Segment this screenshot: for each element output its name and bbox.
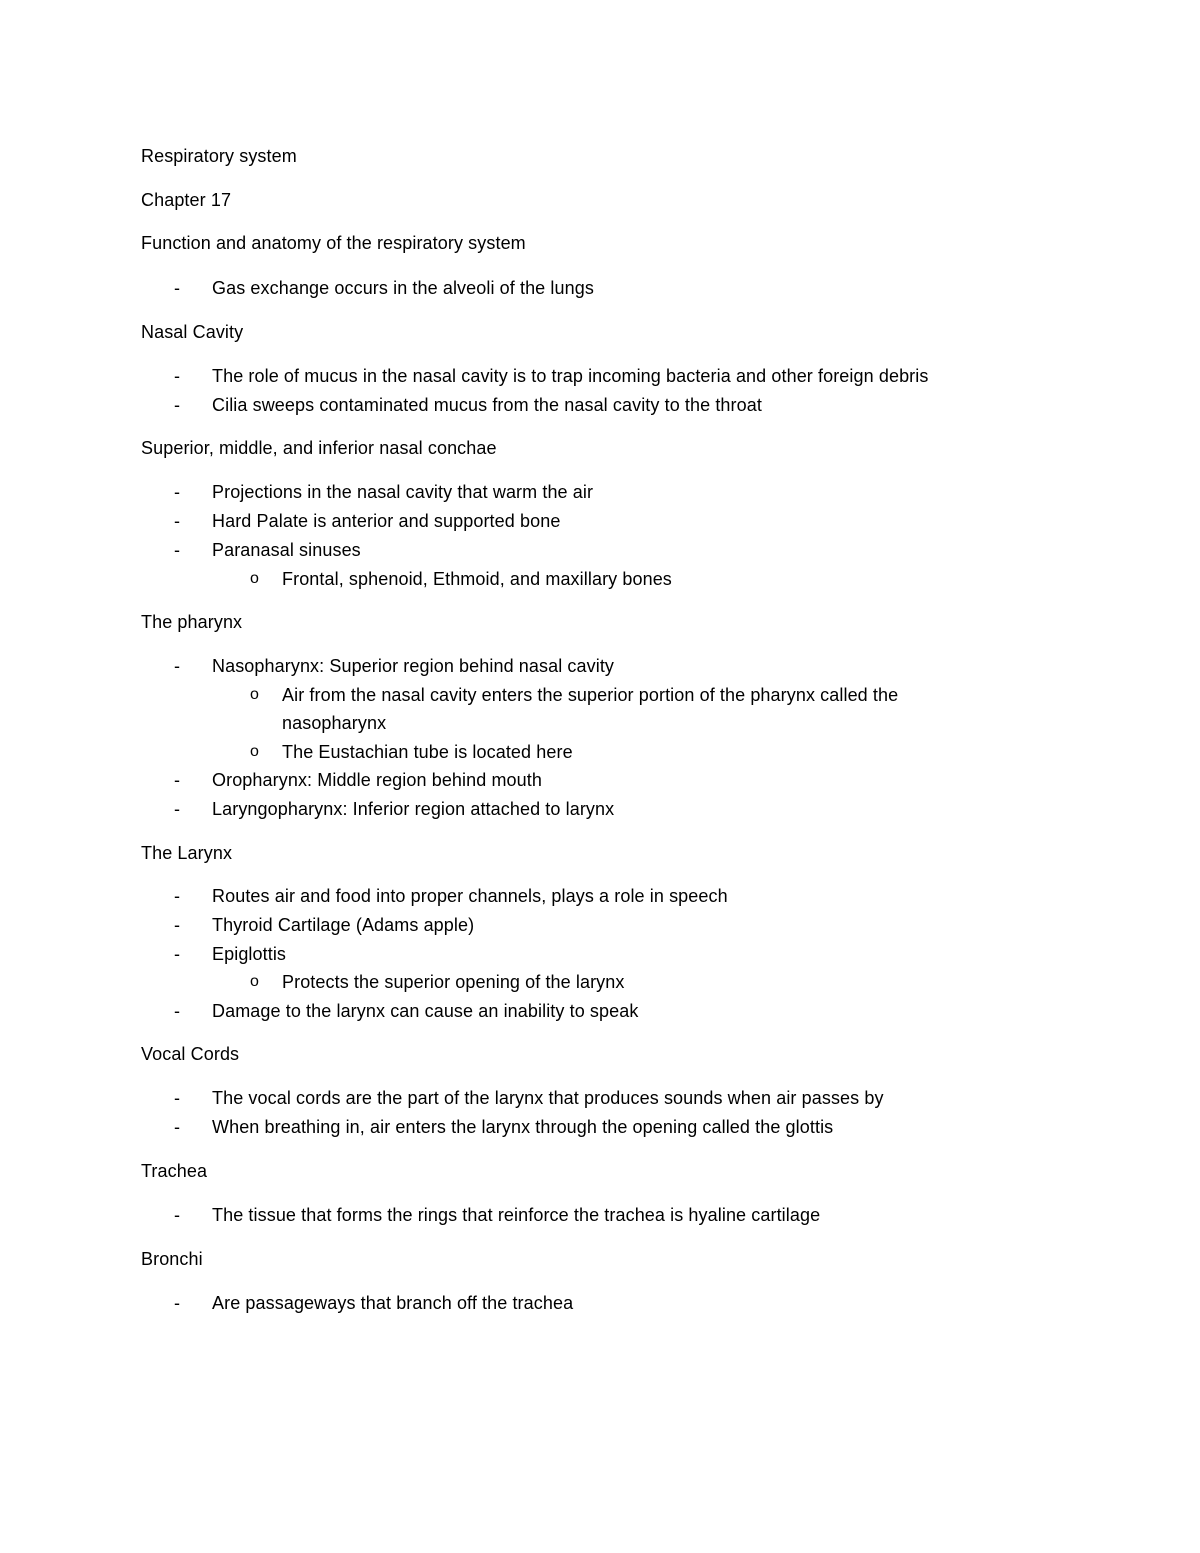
list-dash: - [174, 395, 180, 415]
list-item: Routes air and food into proper channels, plays a role in speech [212, 886, 728, 906]
sub-bullet: o [250, 570, 259, 587]
list-item: The role of mucus in the nasal cavity is to trap incoming bacteria and other foreign debris [212, 366, 929, 386]
section-heading-nasal-conchae: Superior, middle, and inferior nasal conchae [141, 438, 497, 458]
section-heading-vocal-cords: Vocal Cords [141, 1044, 240, 1064]
sub-list-item: Frontal, sphenoid, Ethmoid, and maxillary bones [282, 569, 672, 589]
list-item: Epiglottis [212, 944, 287, 964]
list-dash: - [174, 915, 180, 935]
list-dash: - [174, 944, 180, 964]
list-item: The tissue that forms the rings that reinforce the trachea is hyaline cartilage [212, 1205, 821, 1225]
list-item: Cilia sweeps contaminated mucus from the nasal cavity to the throat [212, 395, 762, 415]
list-dash: - [174, 1001, 180, 1021]
list-dash: - [174, 656, 180, 676]
sub-bullet: o [250, 973, 259, 990]
sub-list-item: Protects the superior opening of the larynx [282, 972, 625, 992]
section-heading-bronchi: Bronchi [141, 1249, 203, 1269]
section-heading-nasal-cavity: Nasal Cavity [141, 322, 244, 342]
list-dash: - [174, 1293, 180, 1313]
list-item: Hard Palate is anterior and supported bone [212, 511, 561, 531]
list-dash: - [174, 1205, 180, 1225]
chapter-label: Chapter 17 [141, 190, 232, 210]
list-dash: - [174, 278, 180, 298]
list-dash: - [174, 770, 180, 790]
list-dash: - [174, 886, 180, 906]
list-dash: - [174, 511, 180, 531]
list-item: Gas exchange occurs in the alveoli of the lungs [212, 278, 594, 298]
section-heading-pharynx: The pharynx [141, 612, 243, 632]
list-item: When breathing in, air enters the larynx through the opening called the glottis [212, 1117, 834, 1137]
list-item: Are passageways that branch off the trachea [212, 1293, 574, 1313]
list-item: Nasopharynx: Superior region behind nasal cavity [212, 656, 615, 676]
list-dash: - [174, 1088, 180, 1108]
sub-list-item: The Eustachian tube is located here [282, 742, 573, 762]
section-heading-trachea: Trachea [141, 1161, 208, 1181]
list-dash: - [174, 1117, 180, 1137]
sub-bullet: o [250, 686, 259, 703]
sub-list-item-continuation: nasopharynx [282, 713, 387, 733]
list-item: Oropharynx: Middle region behind mouth [212, 770, 542, 790]
list-item: Thyroid Cartilage (Adams apple) [212, 915, 475, 935]
section-heading-larynx: The Larynx [141, 843, 233, 863]
list-item: Paranasal sinuses [212, 540, 361, 560]
list-dash: - [174, 540, 180, 560]
list-item: Projections in the nasal cavity that warm the air [212, 482, 594, 502]
list-item: Laryngopharynx: Inferior region attached to larynx [212, 799, 615, 819]
list-dash: - [174, 799, 180, 819]
section-heading-function: Function and anatomy of the respiratory system [141, 233, 526, 253]
list-dash: - [174, 482, 180, 502]
sub-list-item: Air from the nasal cavity enters the superior portion of the pharynx called the [282, 685, 899, 705]
document-title: Respiratory system [141, 146, 297, 166]
list-dash: - [174, 366, 180, 386]
list-item: Damage to the larynx can cause an inability to speak [212, 1001, 639, 1021]
sub-bullet: o [250, 743, 259, 760]
list-item: The vocal cords are the part of the larynx that produces sounds when air passes by [212, 1088, 884, 1108]
